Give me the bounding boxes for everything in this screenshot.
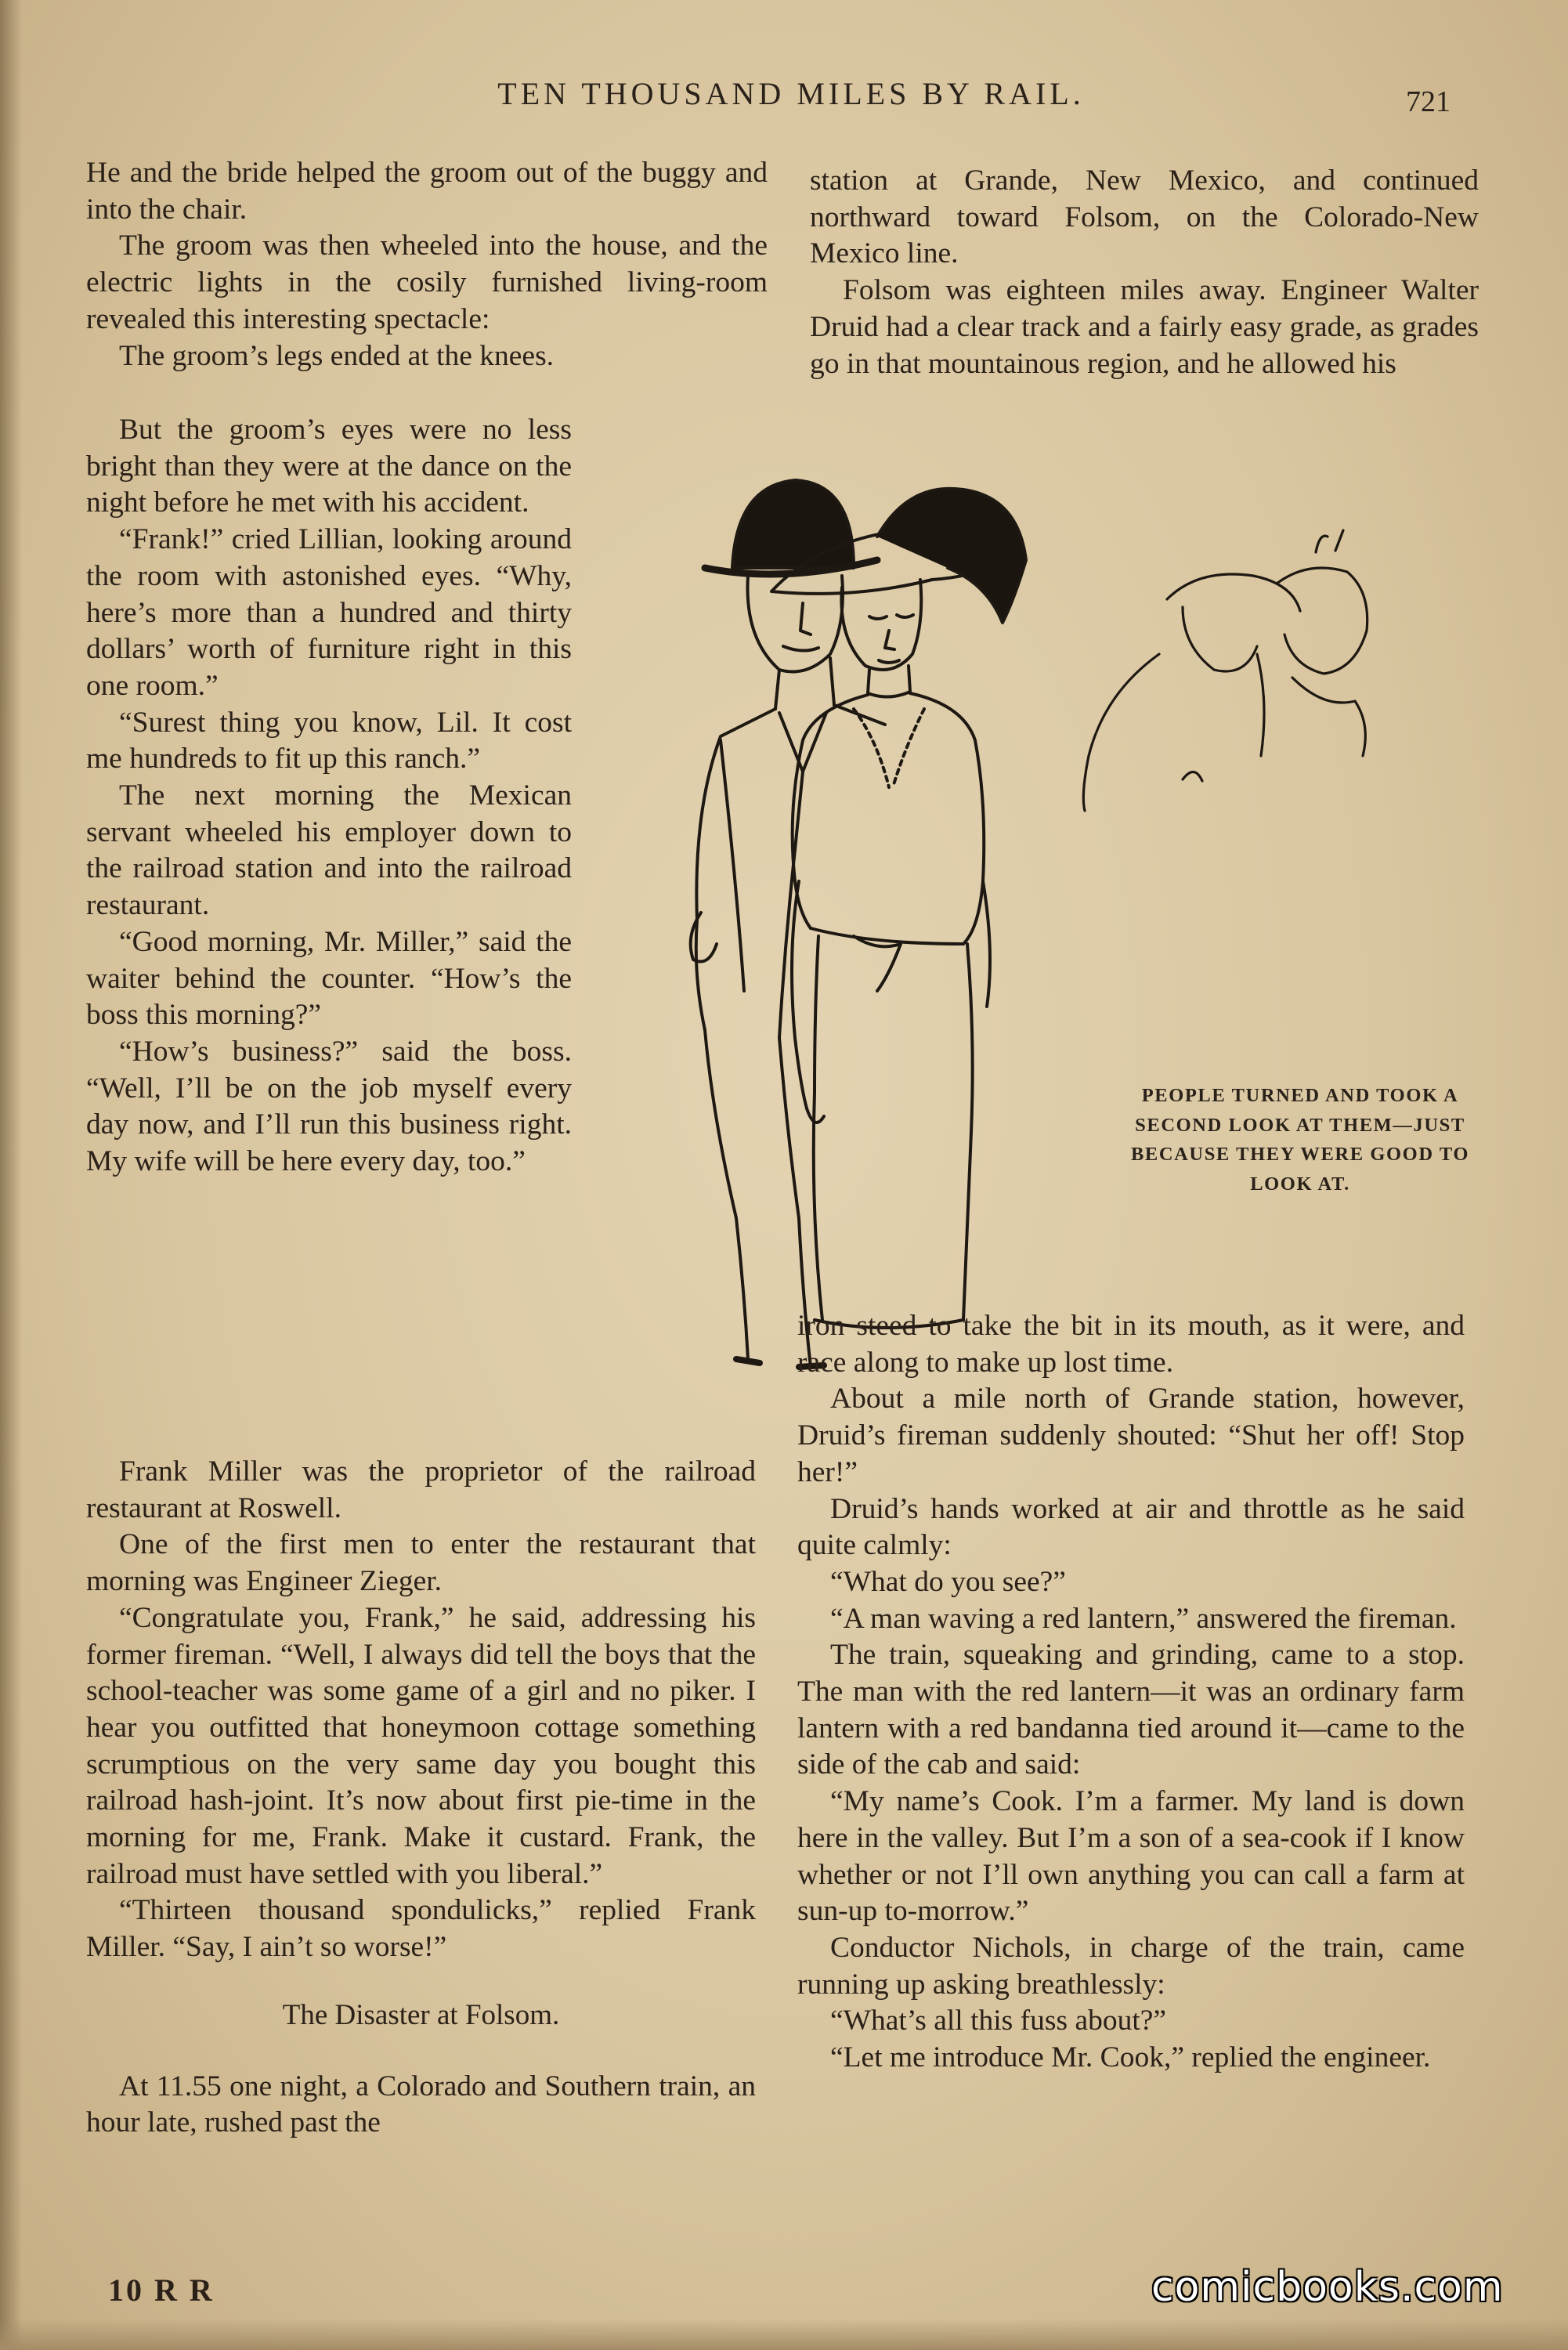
illustration-couple	[619, 443, 1496, 1430]
running-title: TEN THOUSAND MILES BY RAIL.	[497, 76, 1085, 111]
left-column-top	[86, 155, 768, 374]
paragraph: The next morning the Mexican servant wheeled his employer down to the railroad station and into the railroad restaurant.	[86, 779, 572, 922]
page-bottom-shadow	[0, 2319, 1568, 2350]
paragraph: “Let me introduce Mr. Cook,” replied the engineer.	[830, 2041, 1431, 2074]
paragraph: station at Grande, New Mexico, and continued northward toward Folsom, on the Colorado-New Mexico line.	[810, 164, 1479, 270]
paragraph: “How’s business?” said the boss. “Well, I’ll be on the job myself every day now, and I’ll run this business right. My wife will be here every day, too.”	[86, 1035, 572, 1178]
right-column-top	[810, 163, 1479, 382]
paragraph: Druid’s hands worked at air and throttle as he said quite calmly:	[797, 1492, 1465, 1562]
left-column-wrapped	[86, 412, 572, 1180]
illustration-caption: PEOPLE TURNED AND TOOK A SECOND LOOK AT THEM—JUST BECAUSE THEY WERE GOOD TO LOOK AT.	[1130, 1085, 1470, 1195]
paragraph: The groom was then wheeled into the house, and the electric lights in the cosily furnished living-room revealed this interesting spectacle:	[86, 230, 768, 335]
paragraph: He and the bride helped the groom out of the buggy and into the chair.	[86, 157, 768, 226]
section-heading: The Disaster at Folsom.	[282, 1998, 560, 2031]
man-figure	[691, 480, 885, 1367]
paragraph: “Frank!” cried Lillian, looking around the room with astonished eyes. “Why, here’s more than a hundred and thirty dollars’ worth of furniture right in this one room.”	[86, 523, 572, 702]
paragraph: “What do you see?”	[830, 1565, 1066, 1598]
paragraph: Frank Miller was the proprietor of the railroad restaurant at Roswell.	[86, 1455, 756, 1524]
paragraph: Conductor Nichols, in charge of the train, came running up asking breathlessly:	[797, 1931, 1465, 2001]
paragraph: iron steed to take the bit in its mouth, as it were, and race along to make up lost time.	[797, 1310, 1465, 1379]
paragraph: The train, squeaking and grinding, came to a stop. The man with the red lantern—it was an ordinary farm lantern with a red bandanna tied around it—came to the side of the cab and said:	[797, 1639, 1465, 1781]
paragraph: The groom’s legs ended at the knees.	[119, 339, 555, 372]
paragraph: But the groom’s eyes were no less bright than they were at the dance on the night before he met with his accident.	[86, 414, 572, 519]
left-column-bottom	[86, 1454, 756, 2142]
right-column-bottom	[797, 1308, 1465, 2077]
paragraph: “My name’s Cook. I’m a farmer. My land is down here in the valley. But I’m a son of a sea-cook if I know whether or not I’ll own anything you can call a farm at sun-up to-morrow.”	[797, 1785, 1465, 1928]
paragraph: Folsom was eighteen miles away. Engineer Walter Druid had a clear track and a fairly easy grade, as grades go in that mountainous region, and he allowed his	[810, 274, 1479, 380]
paragraph: “Thirteen thousand spondulicks,” replied Frank Miller. “Say, I ain’t so worse!”	[86, 1894, 756, 1964]
page-edge-shadow	[0, 0, 22, 2350]
paragraph: “A man waving a red lantern,” answered the fireman.	[830, 1602, 1457, 1635]
woman-figure	[771, 489, 1026, 1328]
paragraph: At 11.55 one night, a Colorado and Southern train, an hour late, rushed past the	[86, 2070, 756, 2139]
paragraph: “Congratulate you, Frank,” he said, addressing his former fireman. “Well, I always did tell the boys that the school-teacher was some game of a girl and no piker. I hear you outfitted that honeymoon cottage something scrumptious on the very same day you bought this railroad hash-joint. It’s now about first pie-time in the morning for me, Frank. Make it custard. Frank, the railroad must have settled with you liberal.”	[86, 1601, 756, 1890]
paragraph: “What’s all this fuss about?”	[830, 2005, 1167, 2037]
watermark: comicbooks.com	[1151, 2264, 1504, 2311]
paragraph: “Surest thing you know, Lil. It cost me hundreds to fit up this ranch.”	[86, 706, 572, 776]
onlookers-figures	[1083, 530, 1367, 811]
paragraph: One of the first men to enter the restaurant that morning was Engineer Zieger.	[86, 1528, 756, 1598]
paragraph: “Good morning, Mr. Miller,” said the waiter behind the counter. “How’s the boss this morning?”	[86, 925, 572, 1032]
paragraph: About a mile north of Grande station, however, Druid’s fireman suddenly shouted: “Shut her off! Stop her!”	[797, 1383, 1465, 1488]
page-number: 721	[1406, 85, 1451, 118]
signature-mark: 10 R R	[108, 2272, 215, 2308]
